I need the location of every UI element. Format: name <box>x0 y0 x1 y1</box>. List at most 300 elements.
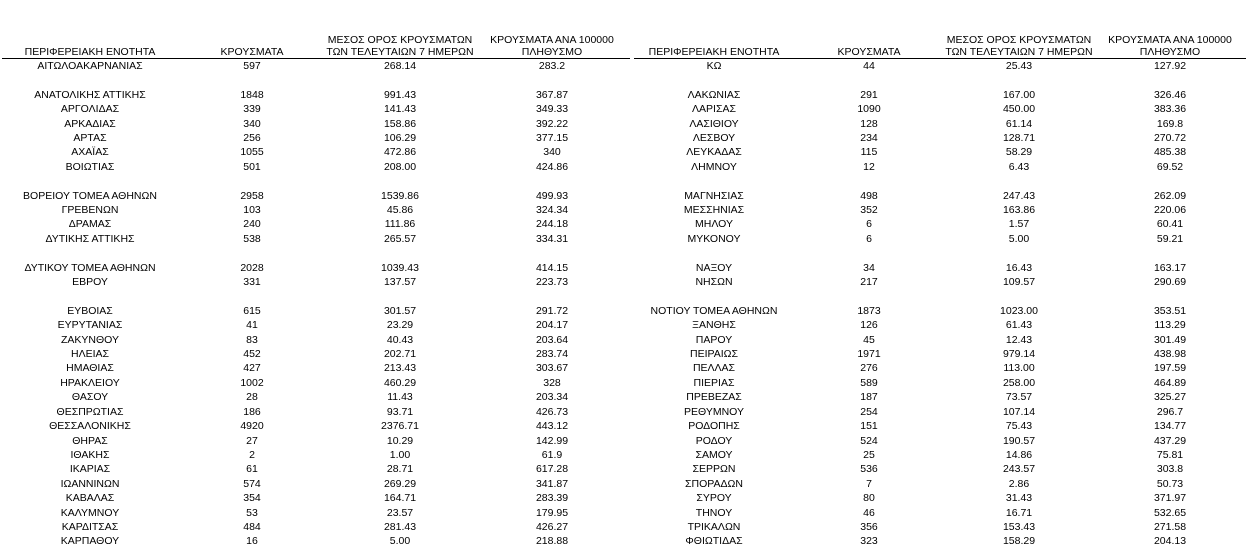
cell-cases-per-100k: 532.65 <box>1153 506 1187 519</box>
cell-region: ΣΑΜΟΥ <box>695 448 733 461</box>
table-row <box>634 232 1246 246</box>
cell-cases: 1848 <box>240 88 264 101</box>
cell-region: ΚΩ <box>706 60 722 72</box>
cell-cases: 254 <box>860 405 878 418</box>
cell-cases-per-100k: 349.33 <box>535 103 569 116</box>
table-row <box>2 434 630 448</box>
header-cases-per-100k: ΚΡΟΥΣΜΑΤΑ ΑΝΑ 100000 ΠΛΗΘΥΣΜΟ <box>1094 30 1246 59</box>
cell-avg-7-days: 137.57 <box>383 276 417 289</box>
blank-cell <box>634 289 1246 303</box>
cell-cases-per-100k: 163.17 <box>1153 261 1187 274</box>
table-row <box>634 203 1246 217</box>
cell-avg-7-days: 31.43 <box>1005 492 1033 505</box>
cell-region: ΛΕΣΒΟΥ <box>692 132 736 145</box>
header-avg-7-days: ΜΕΣΟΣ ΟΡΟΣ ΚΡΟΥΣΜΑΤΩΝ ΤΩΝ ΤΕΛΕΥΤΑΙΩΝ 7 ΗΜΕΡΩΝ <box>326 30 474 59</box>
cell-cases: 498 <box>860 189 878 202</box>
cell-avg-7-days: 128.71 <box>1002 132 1036 145</box>
table-row <box>634 304 1246 318</box>
cell-avg-7-days: 10.29 <box>386 434 414 447</box>
cell-avg-7-days: 5.00 <box>389 535 411 548</box>
cell-cases: 1873 <box>857 304 881 317</box>
table-row <box>634 275 1246 289</box>
cell-cases: 27 <box>246 434 258 447</box>
table-row <box>2 477 630 491</box>
table-row <box>634 491 1246 505</box>
cell-cases-per-100k: 499.93 <box>535 189 569 202</box>
cell-cases-per-100k: 377.15 <box>535 132 569 145</box>
cell-cases-per-100k: 142.99 <box>535 434 569 447</box>
cell-avg-7-days: 991.43 <box>383 88 417 101</box>
cell-cases-per-100k: 69.52 <box>1156 160 1184 173</box>
cell-cases-per-100k: 301.49 <box>1153 333 1187 346</box>
cell-cases: 240 <box>243 218 261 231</box>
cell-cases-per-100k: 197.59 <box>1153 362 1187 375</box>
cell-cases-per-100k: 424.86 <box>535 160 569 173</box>
cell-avg-7-days: 190.57 <box>1002 434 1036 447</box>
cell-avg-7-days: 167.00 <box>1002 88 1036 101</box>
cell-avg-7-days: 113.00 <box>1003 362 1035 375</box>
cell-cases: 536 <box>860 463 878 476</box>
table-row <box>634 131 1246 145</box>
cell-region: ΛΑΣΙΘΙΟΥ <box>689 117 739 130</box>
cell-avg-7-days: 75.43 <box>1005 420 1033 433</box>
cell-region: ΣΠΟΡΑΔΩΝ <box>685 477 743 490</box>
cell-avg-7-days: 269.29 <box>383 477 417 490</box>
table-header-row <box>2 30 630 59</box>
cell-cases-per-100k: 367.87 <box>535 88 569 101</box>
cell-region: ΛΗΜΝΟΥ <box>691 160 737 173</box>
blank-cell <box>2 73 630 87</box>
cell-cases: 524 <box>860 434 878 447</box>
cell-cases-per-100k: 353.51 <box>1153 304 1187 317</box>
table-row <box>2 304 630 318</box>
cell-cases-per-100k: 464.89 <box>1153 376 1187 389</box>
cell-region: ΘΗΡΑΣ <box>72 434 108 447</box>
cell-cases-per-100k: 326.46 <box>1153 88 1187 101</box>
header-cases: ΚΡΟΥΣΜΑΤΑ <box>178 30 326 59</box>
cell-cases: 256 <box>243 132 261 145</box>
cell-cases-per-100k: 325.27 <box>1153 391 1187 404</box>
cell-region: ΘΕΣΠΡΩΤΙΑΣ <box>56 405 124 418</box>
cell-avg-7-days: 12.43 <box>1005 333 1033 346</box>
cell-cases-per-100k: 204.17 <box>535 319 569 332</box>
cell-region: ΚΑΛΥΜΝΟΥ <box>60 506 120 519</box>
table-row <box>634 376 1246 390</box>
cell-cases: 2028 <box>240 261 264 274</box>
table-row <box>634 506 1246 520</box>
table-row <box>2 491 630 505</box>
cell-avg-7-days: 45.86 <box>386 204 414 217</box>
cell-cases: 354 <box>243 492 261 505</box>
cell-cases: 331 <box>243 276 261 289</box>
cell-avg-7-days: 106.29 <box>383 132 417 145</box>
cell-cases-per-100k: 179.95 <box>535 506 569 519</box>
cell-region: ΝΗΣΩΝ <box>695 276 733 289</box>
cell-cases: 538 <box>243 232 261 245</box>
table-row <box>634 520 1246 534</box>
cell-cases-per-100k: 244.18 <box>535 218 569 231</box>
table-row <box>2 88 630 102</box>
table-row <box>634 448 1246 462</box>
cell-cases: 1090 <box>857 103 881 116</box>
cell-cases: 128 <box>860 117 878 130</box>
cell-region: ΠΡΕΒΕΖΑΣ <box>686 391 742 404</box>
cell-cases: 234 <box>860 132 878 145</box>
table-row <box>634 217 1246 231</box>
table-row <box>634 405 1246 419</box>
table-row <box>2 390 630 404</box>
cell-cases-per-100k: 328 <box>543 376 561 389</box>
cell-region: ΚΑΡΔΙΤΣΑΣ <box>61 520 119 533</box>
cases-table-right <box>634 30 1246 549</box>
table-row <box>634 347 1246 361</box>
cell-cases-per-100k: 283.74 <box>535 348 569 361</box>
cell-avg-7-days: 979.14 <box>1002 348 1036 361</box>
cell-cases-per-100k: 127.92 <box>1153 60 1187 72</box>
cell-cases-per-100k: 303.8 <box>1156 463 1184 476</box>
cell-cases: 276 <box>860 362 878 375</box>
cell-avg-7-days: 111.86 <box>384 218 416 231</box>
cell-cases-per-100k: 270.72 <box>1153 132 1187 145</box>
cell-cases-per-100k: 324.34 <box>535 204 569 217</box>
header-region: ΠΕΡΙΦΕΡΕΙΑΚΗ ΕΝΟΤΗΤΑ <box>2 30 178 59</box>
blank-row <box>2 289 630 303</box>
cell-region: ΤΡΙΚΑΛΩΝ <box>687 520 741 533</box>
table-body-left <box>2 59 630 549</box>
table-row <box>634 333 1246 347</box>
cell-region: ΛΑΡΙΣΑΣ <box>692 103 736 116</box>
table-row <box>2 376 630 390</box>
cell-cases: 44 <box>863 60 875 72</box>
cell-avg-7-days: 247.43 <box>1002 189 1036 202</box>
cell-region: ΔΡΑΜΑΣ <box>68 218 112 231</box>
cell-cases-per-100k: 203.64 <box>535 333 569 346</box>
cell-avg-7-days: 1.57 <box>1008 218 1030 231</box>
cell-cases-per-100k: 218.88 <box>535 535 569 548</box>
cell-region: ΜΕΣΣΗΝΙΑΣ <box>683 204 745 217</box>
cell-cases-per-100k: 50.73 <box>1156 477 1184 490</box>
cell-cases-per-100k: 341.87 <box>535 477 569 490</box>
cell-cases-per-100k: 75.81 <box>1156 448 1184 461</box>
cell-cases: 2958 <box>240 189 264 202</box>
cell-cases-per-100k: 59.21 <box>1156 232 1184 245</box>
cell-avg-7-days: 6.43 <box>1008 160 1030 173</box>
cell-region: ΑΙΤΩΛΟΑΚΑΡΝΑΝΙΑΣ <box>37 60 143 72</box>
cell-region: ΗΛΕΙΑΣ <box>70 348 109 361</box>
blank-cell <box>634 73 1246 87</box>
cell-cases: 6 <box>866 232 872 245</box>
cell-cases-per-100k: 283.39 <box>535 492 569 505</box>
cell-region: ΘΕΣΣΑΛΟΝΙΚΗΣ <box>49 420 131 433</box>
cell-region: ΘΑΣΟΥ <box>71 391 109 404</box>
cell-region: ΠΕΙΡΑΙΩΣ <box>690 348 738 361</box>
table-row <box>2 217 630 231</box>
cell-avg-7-days: 301.57 <box>383 304 417 317</box>
cell-region: ΑΡΓΟΛΙΔΑΣ <box>60 103 120 116</box>
cell-avg-7-days: 58.29 <box>1005 146 1033 159</box>
cell-cases: 340 <box>243 117 261 130</box>
blank-cell <box>634 174 1246 188</box>
cell-cases-per-100k: 392.22 <box>535 117 569 130</box>
cell-cases: 46 <box>863 506 875 519</box>
cell-avg-7-days: 16.71 <box>1005 506 1033 519</box>
table-body-right <box>634 59 1246 549</box>
cell-cases-per-100k: 223.73 <box>535 276 569 289</box>
cell-cases: 291 <box>860 88 878 101</box>
cell-cases-per-100k: 262.09 <box>1153 189 1187 202</box>
cell-cases: 1971 <box>857 348 881 361</box>
cell-region: ΙΩΑΝΝΙΝΩΝ <box>60 477 120 490</box>
cell-avg-7-days: 61.14 <box>1005 117 1033 130</box>
table-row <box>2 534 630 548</box>
cell-region: ΛΑΚΩΝΙΑΣ <box>687 88 741 101</box>
table-row <box>634 145 1246 159</box>
cell-region: ΜΥΚΟΝΟΥ <box>687 232 741 245</box>
cell-cases: 356 <box>860 520 878 533</box>
cell-avg-7-days: 153.43 <box>1002 520 1036 533</box>
cell-avg-7-days: 141.43 <box>383 103 417 116</box>
cell-region: ΕΥΒΟΙΑΣ <box>67 304 113 317</box>
cell-cases-per-100k: 271.58 <box>1153 520 1187 533</box>
cell-cases-per-100k: 203.34 <box>535 391 569 404</box>
table-row <box>2 462 630 476</box>
cell-region: ΒΟΙΩΤΙΑΣ <box>65 160 115 173</box>
cell-region: ΓΡΕΒΕΝΩΝ <box>61 204 119 217</box>
cell-cases-per-100k: 617.28 <box>535 463 569 476</box>
cell-region: ΕΒΡΟΥ <box>72 276 108 289</box>
cell-region: ΠΑΡΟΥ <box>695 333 733 346</box>
cell-region: ΜΗΛΟΥ <box>695 218 733 231</box>
cell-cases: 574 <box>243 477 261 490</box>
cell-cases: 25 <box>863 448 875 461</box>
cell-avg-7-days: 1539.86 <box>381 189 419 202</box>
cell-cases: 452 <box>243 348 261 361</box>
table-row <box>634 434 1246 448</box>
cell-cases: 83 <box>246 333 258 346</box>
cell-avg-7-days: 14.86 <box>1005 448 1033 461</box>
table-row <box>2 361 630 375</box>
table-row <box>2 232 630 246</box>
cell-cases: 115 <box>860 146 878 159</box>
cell-region: ΙΘΑΚΗΣ <box>70 448 110 461</box>
cell-cases: 103 <box>243 204 261 217</box>
blank-cell <box>2 174 630 188</box>
cell-cases-per-100k: 290.69 <box>1153 276 1187 289</box>
cell-region: ΜΑΓΝΗΣΙΑΣ <box>684 189 744 202</box>
cell-cases-per-100k: 303.67 <box>535 362 569 375</box>
cell-cases: 4920 <box>240 420 264 433</box>
cell-region: ΣΕΡΡΩΝ <box>692 463 736 476</box>
cell-region: ΛΕΥΚΑΔΑΣ <box>686 146 742 159</box>
blank-row <box>2 174 630 188</box>
cell-avg-7-days: 73.57 <box>1005 391 1033 404</box>
table-row <box>2 189 630 203</box>
table-row <box>2 318 630 332</box>
cell-region: ΑΝΑΤΟΛΙΚΗΣ ΑΤΤΙΚΗΣ <box>34 88 146 101</box>
cell-cases: 16 <box>246 535 258 548</box>
table-row <box>634 160 1246 174</box>
cell-cases: 45 <box>863 333 875 346</box>
cell-avg-7-days: 450.00 <box>1002 103 1036 116</box>
cell-region: ΦΘΙΩΤΙΔΑΣ <box>685 535 743 548</box>
cell-avg-7-days: 2376.71 <box>381 420 419 433</box>
blank-row <box>2 246 630 260</box>
cell-region: ΑΡΚΑΔΙΑΣ <box>64 117 116 130</box>
cell-avg-7-days: 11.43 <box>387 391 413 404</box>
cell-avg-7-days: 25.43 <box>1005 60 1033 72</box>
cell-avg-7-days: 109.57 <box>1002 276 1036 289</box>
cell-avg-7-days: 163.86 <box>1002 204 1036 217</box>
cell-cases: 1055 <box>240 146 264 159</box>
cell-cases-per-100k: 220.06 <box>1153 204 1187 217</box>
cell-cases: 6 <box>866 218 872 231</box>
table-row <box>634 189 1246 203</box>
cell-avg-7-days: 265.57 <box>383 232 417 245</box>
header-region: ΠΕΡΙΦΕΡΕΙΑΚΗ ΕΝΟΤΗΤΑ <box>634 30 794 59</box>
cell-cases: 427 <box>243 362 261 375</box>
cell-cases: 80 <box>863 492 875 505</box>
cell-region: ΞΑΝΘΗΣ <box>692 319 736 332</box>
cell-region: ΑΡΤΑΣ <box>73 132 107 145</box>
table-row <box>634 462 1246 476</box>
table-row <box>634 477 1246 491</box>
table-header-row <box>634 30 1246 59</box>
table-row <box>634 88 1246 102</box>
cell-region: ΒΟΡΕΙΟΥ ΤΟΜΕΑ ΑΘΗΝΩΝ <box>23 189 157 202</box>
cell-cases: 352 <box>860 204 878 217</box>
cell-region: ΚΑΒΑΛΑΣ <box>65 492 115 505</box>
table-row <box>2 203 630 217</box>
cell-cases: 323 <box>860 535 878 548</box>
cell-region: ΡΟΔΟΥ <box>695 434 733 447</box>
cell-cases: 126 <box>860 319 878 332</box>
cell-region: ΠΕΛΛΑΣ <box>692 362 736 375</box>
blank-row <box>634 289 1246 303</box>
cell-avg-7-days: 460.29 <box>383 376 417 389</box>
cell-cases-per-100k: 437.29 <box>1153 434 1187 447</box>
table-row <box>2 275 630 289</box>
cell-avg-7-days: 93.71 <box>386 405 414 418</box>
cell-avg-7-days: 2.86 <box>1008 477 1030 490</box>
cell-avg-7-days: 281.43 <box>383 520 417 533</box>
cell-cases: 61 <box>246 463 258 476</box>
cell-cases-per-100k: 414.15 <box>535 261 569 274</box>
cell-avg-7-days: 5.00 <box>1008 232 1030 245</box>
cell-region: ΣΥΡΟΥ <box>696 492 732 505</box>
table-row <box>2 145 630 159</box>
cell-cases-per-100k: 443.12 <box>535 420 569 433</box>
cell-avg-7-days: 16.43 <box>1005 261 1033 274</box>
cell-cases-per-100k: 485.38 <box>1153 146 1187 159</box>
blank-row <box>634 174 1246 188</box>
cell-cases-per-100k: 61.9 <box>541 448 563 461</box>
table-row <box>2 520 630 534</box>
table-row <box>634 534 1246 548</box>
cell-avg-7-days: 1039.43 <box>381 261 419 274</box>
cell-region: ΡΕΘΥΜΝΟΥ <box>683 405 744 418</box>
blank-cell <box>634 246 1246 260</box>
cell-cases-per-100k: 113.29 <box>1154 319 1186 332</box>
cell-region: ΕΥΡΥΤΑΝΙΑΣ <box>57 319 123 332</box>
cell-cases: 217 <box>860 276 878 289</box>
cell-avg-7-days: 213.43 <box>383 362 417 375</box>
blank-row <box>2 73 630 87</box>
cell-avg-7-days: 258.00 <box>1002 376 1036 389</box>
cell-avg-7-days: 23.29 <box>386 319 414 332</box>
cell-cases-per-100k: 169.8 <box>1156 117 1184 130</box>
cell-cases: 12 <box>863 160 875 173</box>
cell-region: ΗΜΑΘΙΑΣ <box>66 362 114 375</box>
header-cases-per-100k: ΚΡΟΥΣΜΑΤΑ ΑΝΑ 100000 ΠΛΗΘΥΣΜΟ <box>474 30 630 59</box>
cell-region: ΔΥΤΙΚΟΥ ΤΟΜΕΑ ΑΘΗΝΩΝ <box>24 261 156 274</box>
cell-cases: 187 <box>860 391 878 404</box>
cell-cases: 484 <box>243 520 261 533</box>
cell-cases: 7 <box>866 477 872 490</box>
table-row <box>2 261 630 275</box>
cell-avg-7-days: 472.86 <box>383 146 417 159</box>
cell-avg-7-days: 208.00 <box>383 160 417 173</box>
cell-avg-7-days: 107.14 <box>1002 405 1036 418</box>
cell-cases-per-100k: 334.31 <box>535 232 569 245</box>
table-row <box>634 390 1246 404</box>
cell-cases-per-100k: 204.13 <box>1153 535 1187 548</box>
cell-cases-per-100k: 426.73 <box>535 405 569 418</box>
cell-cases-per-100k: 426.27 <box>535 520 569 533</box>
blank-row <box>634 73 1246 87</box>
cell-avg-7-days: 158.86 <box>383 117 417 130</box>
cell-avg-7-days: 23.57 <box>386 506 414 519</box>
table-row <box>634 261 1246 275</box>
cell-cases-per-100k: 134.77 <box>1153 420 1187 433</box>
table-row <box>634 117 1246 131</box>
cell-region: ΖΑΚΥΝΘΟΥ <box>60 333 119 346</box>
table-row <box>634 361 1246 375</box>
cell-region: ΝΑΞΟΥ <box>695 261 733 274</box>
table-row <box>2 347 630 361</box>
cell-cases-per-100k: 296.7 <box>1156 405 1184 418</box>
cell-avg-7-days: 268.14 <box>383 60 417 72</box>
table-row <box>2 506 630 520</box>
cell-region: ΗΡΑΚΛΕΙΟΥ <box>60 376 120 389</box>
cell-cases: 186 <box>243 405 261 418</box>
cell-avg-7-days: 1023.00 <box>1000 304 1038 317</box>
table-row <box>2 117 630 131</box>
cell-cases: 501 <box>243 160 261 173</box>
cell-cases-per-100k: 383.36 <box>1153 103 1187 116</box>
cell-avg-7-days: 202.71 <box>383 348 417 361</box>
cell-cases: 597 <box>243 60 261 72</box>
cell-avg-7-days: 1.00 <box>389 448 411 461</box>
cell-region: ΠΙΕΡΙΑΣ <box>693 376 735 389</box>
table-row <box>634 59 1246 74</box>
cell-cases: 41 <box>246 319 258 332</box>
cell-avg-7-days: 28.71 <box>386 463 414 476</box>
blank-row <box>634 246 1246 260</box>
cell-cases-per-100k: 283.2 <box>538 60 566 72</box>
cell-cases-per-100k: 340 <box>543 146 561 159</box>
cases-table-left <box>2 30 630 549</box>
cell-avg-7-days: 158.29 <box>1002 535 1036 548</box>
cell-region: ΙΚΑΡΙΑΣ <box>69 463 111 476</box>
cell-cases-per-100k: 371.97 <box>1153 492 1187 505</box>
table-row <box>2 448 630 462</box>
cell-cases: 589 <box>860 376 878 389</box>
table-row <box>634 102 1246 116</box>
table-row <box>634 419 1246 433</box>
cell-region: ΚΑΡΠΑΘΟΥ <box>60 535 120 548</box>
header-avg-7-days: ΜΕΣΟΣ ΟΡΟΣ ΚΡΟΥΣΜΑΤΩΝ ΤΩΝ ΤΕΛΕΥΤΑΙΩΝ 7 ΗΜΕΡΩΝ <box>944 30 1094 59</box>
blank-cell <box>2 246 630 260</box>
